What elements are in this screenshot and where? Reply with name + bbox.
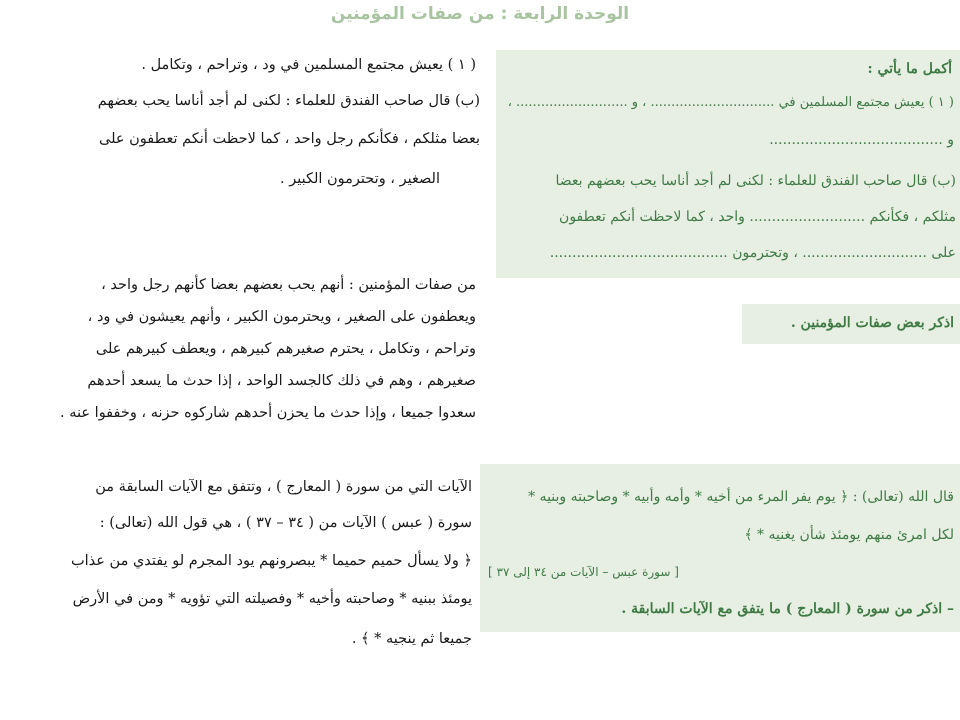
quran-source: [ سورة عبس – الآيات من ٣٤ إلى ٣٧ ] — [488, 565, 679, 579]
quran-line1: قال الله (تعالى) : ﴿ يوم يفر المرء من أخيه * وأمه وأبيه * وصاحبته وبنيه * — [528, 489, 954, 505]
exercise-item-b-line2: مثلكم ، فكأنكم .......................... واحد ، كما لاحظت أنكم تعطفون — [559, 209, 956, 225]
answer3-line: جميعا ثم ينجيه * ﴾ . — [351, 631, 472, 647]
exercise-item-b-line1: (ب) قال صاحب الفندق للعلماء : لكنى لم أجد أناسا يحب بعضهم بعضا — [555, 173, 956, 189]
answer-block-2 — [0, 272, 488, 462]
answer3-line: يومئذ ببنيه * وصاحبته وأخيه * وفصيلته التي تؤويه * ومن في الأرض — [72, 591, 472, 607]
answer3-line: سورة ( عبس ) الآيات من ( ٣٤ – ٣٧ ) ، هي قول الله (تعالى) : — [99, 515, 472, 531]
task2-text: اذكر بعض صفات المؤمنين . — [790, 315, 954, 331]
quran-panel — [480, 464, 960, 632]
answer2-line: وتراحم ، وتكامل ، يحترم صغيرهم كبيرهم ، ويعطف كبيرهم على — [95, 341, 476, 357]
answer2-line: صغيرهم ، وهم في ذلك كالجسد الواحد ، إذا حدث ما يسعد أحدهم — [87, 373, 476, 389]
exercise-header: أكمل ما يأتي : — [867, 61, 952, 77]
answer3-line: ﴿ ولا يسأل حميم حميما * يبصرونهم يود المجرم لو يفتدي من عذاب — [70, 553, 472, 569]
task2-panel — [742, 304, 960, 344]
exercise-panel — [496, 50, 960, 278]
answer-b-line2: بعضا مثلكم ، فكأنكم رجل واحد ، كما لاحظت أنكم تعطفون على — [98, 131, 480, 147]
answer-a-line: ( ١ ) يعيش مجتمع المسلمين في ود ، وتراحم ، وتكامل . — [141, 57, 476, 73]
exercise-item-b-line3: على ............................ ، وتحترمون ........................................ — [549, 245, 956, 261]
answer-b-line3: الصغير ، وتحترمون الكبير . — [279, 171, 440, 187]
page-title: الوحدة الرابعة : من صفات المؤمنين — [330, 4, 630, 24]
answer2-line: ويعطفون على الصغير ، ويحترمون الكبير ، وأنهم يعيشون في ود ، — [87, 309, 476, 325]
answer-b-line1: (ب) قال صاحب الفندق للعلماء : لكنى لم أجد أناسا يحب بعضهم — [97, 93, 480, 109]
answer-block-1 — [0, 50, 488, 210]
answer3-line: الآيات التي من سورة ( المعارج ) ، وتتفق مع الآيات السابقة من — [95, 479, 472, 495]
exercise-item-a-cont: و ....................................... — [769, 132, 954, 148]
answer2-line: من صفات المؤمنين : أنهم يحب بعضهم بعضا كأنهم رجل واحد ، — [101, 277, 476, 293]
answer-block-3 — [0, 468, 480, 668]
quran-line2: لكل امرئ منهم يومئذ شأن يغنيه * ﴾ — [744, 527, 954, 543]
quran-task: – اذكر من سورة ( المعارج ) ما يتفق مع الآيات السابقة . — [621, 601, 954, 617]
answer2-line: سعدوا جميعا ، وإذا حدث ما يحزن أحدهم شاركوه حزنه ، وخففوا عنه . — [60, 405, 476, 421]
exercise-item-a: ( ١ ) يعيش مجتمع المسلمين في .............................. ، و ........................... ، — [507, 95, 954, 110]
